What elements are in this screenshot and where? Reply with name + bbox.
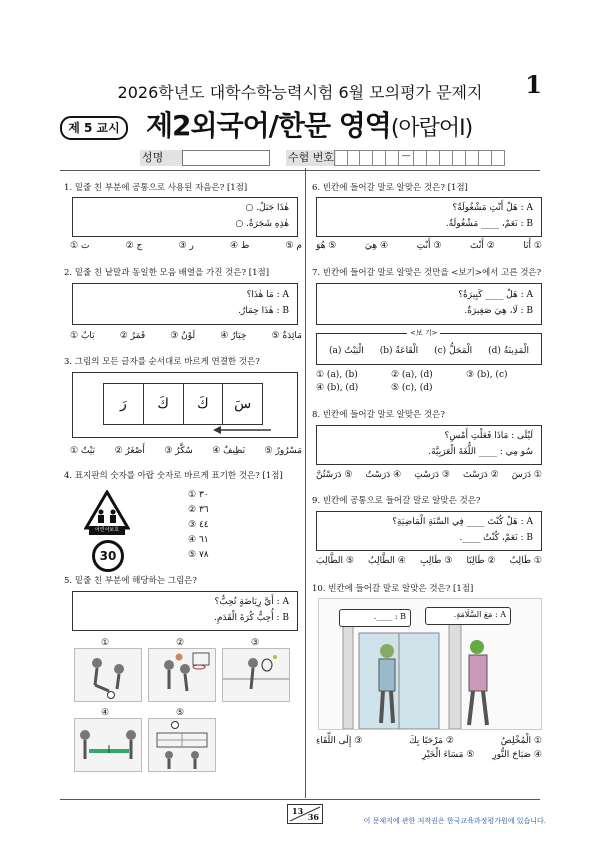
q6-line-1: A : هَلْ أَنْتِ مَشْغُولَةٌ؟ bbox=[452, 203, 533, 213]
page-total: 36 bbox=[307, 812, 319, 822]
q3-option-5[interactable]: ⑤ مَسْرُورٌ bbox=[264, 446, 302, 456]
q1-option-3[interactable]: ③ ر bbox=[178, 241, 194, 251]
q7-passage bbox=[316, 283, 542, 325]
q8-options bbox=[316, 470, 542, 480]
q8-option-1[interactable]: ① دَرَسَ bbox=[511, 470, 542, 480]
q2-passage bbox=[72, 283, 298, 325]
q3-prompt: 3. 그림의 모든 글자를 순서대로 바르게 연결한 것은? bbox=[64, 357, 260, 367]
header-rule bbox=[60, 170, 540, 171]
q7-option-3[interactable]: ③ (b), (c) bbox=[466, 370, 508, 380]
subject-sub: (아랍어Ⅰ) bbox=[390, 116, 473, 141]
basketball-illustration-icon bbox=[149, 649, 215, 701]
q5-fig-table-tennis[interactable] bbox=[74, 718, 142, 772]
q3-letter-4: رَ bbox=[104, 384, 144, 424]
q2-option-5[interactable]: ⑤ مَائِدَةٌ bbox=[271, 331, 302, 341]
table-tennis-illustration-icon bbox=[75, 719, 141, 771]
q5-line-1: A : أَيَّ رِيَاضَةٍ تُحِبُّ؟ bbox=[214, 597, 289, 607]
column-divider bbox=[305, 168, 306, 798]
q9-option-5[interactable]: ⑤ الطَّالِبَ bbox=[316, 556, 354, 566]
q1-line-2: هٰذِهِ شَجَرَةٌ. ○ bbox=[235, 219, 289, 229]
speech-bubble-a bbox=[425, 607, 511, 625]
q7-line-1: A : هَلْ ____ كَبِيرَةٌ؟ bbox=[458, 290, 533, 300]
exam-number-cell[interactable] bbox=[453, 150, 466, 166]
exam-number-cell[interactable] bbox=[347, 150, 360, 166]
q7-options-row-1 bbox=[316, 370, 540, 380]
arrow-left-icon bbox=[213, 425, 273, 435]
q8-line-2: سُو مِي : ____ اللُّغَةَ الْعَرَبِيَّةَ. bbox=[428, 447, 533, 457]
q7-option-5[interactable]: ⑤ (c), (d) bbox=[391, 383, 433, 393]
exam-number-cell[interactable] bbox=[414, 150, 427, 166]
q7-option-4[interactable]: ④ (b), (d) bbox=[316, 383, 359, 393]
q8-passage bbox=[316, 425, 542, 465]
q5-fig-label-3: ③ bbox=[251, 638, 260, 648]
q9-line-2: B : نَعَمْ، كُنْتُ ____. bbox=[459, 533, 533, 543]
q4-option-2[interactable]: ② ٣٦ bbox=[188, 505, 209, 515]
page-number: 1 bbox=[525, 70, 542, 99]
page-fraction bbox=[287, 804, 323, 824]
q3-option-2[interactable]: ② أَصْغَرُ bbox=[114, 446, 145, 456]
q7-option-1[interactable]: ① (a), (b) bbox=[316, 370, 358, 380]
q3-letter-2: كَ bbox=[184, 384, 224, 424]
q5-fig-label-2: ② bbox=[176, 638, 185, 648]
q6-options bbox=[316, 241, 542, 251]
volleyball-illustration-icon bbox=[149, 719, 215, 771]
q7-prompt: 7. 빈칸에 들어갈 말로 알맞은 것만을 <보기>에서 고른 것은? bbox=[312, 268, 542, 278]
exam-number-cell[interactable] bbox=[373, 150, 386, 166]
q9-option-1[interactable]: ① طَالِبٌ bbox=[509, 556, 542, 566]
q7-line-2: B : لَا، هِيَ صَغِيرَةٌ. bbox=[464, 306, 533, 316]
name-field[interactable] bbox=[182, 150, 270, 166]
q4-prompt: 4. 표지판의 숫자를 아랍 숫자로 바르게 표기한 것은? [1점] bbox=[64, 471, 283, 481]
q3-letter-1: سَ bbox=[234, 396, 252, 412]
q7-bogi-a: (a) الْبَيْتُ bbox=[329, 346, 364, 356]
q1-options bbox=[70, 241, 302, 251]
q2-line-2: B : هٰذَا حِمَارٌ. bbox=[238, 306, 289, 316]
exam-number-cell[interactable] bbox=[360, 150, 373, 166]
q4-option-3[interactable]: ③ ٤٤ bbox=[188, 520, 209, 530]
q5-passage bbox=[72, 591, 298, 631]
q5-fig-label-1: ① bbox=[101, 638, 110, 648]
q3-letter-strip bbox=[103, 383, 263, 425]
q8-line-1: لَيْلَى : مَاذَا فَعَلْتِ أَمْسِ؟ bbox=[444, 431, 533, 441]
q9-passage bbox=[316, 511, 542, 551]
bubble-b-text: B : ____. bbox=[373, 612, 406, 621]
bogi-label: <보 기> bbox=[407, 328, 440, 338]
q5-fig-soccer[interactable] bbox=[74, 648, 142, 702]
q9-prompt: 9. 빈칸에 공통으로 들어갈 말로 알맞은 것은? bbox=[312, 496, 481, 506]
q2-options bbox=[70, 331, 302, 341]
bubble-a-text: A : مَعَ السَّلَامَةِ. bbox=[453, 610, 506, 619]
exam-number-cell[interactable] bbox=[466, 150, 479, 166]
q5-fig-basketball[interactable] bbox=[148, 648, 216, 702]
q2-option-3[interactable]: ③ لَوْنٌ bbox=[170, 331, 196, 341]
q4-option-5[interactable]: ⑤ ٧٨ bbox=[188, 550, 209, 560]
name-label: 성명 bbox=[140, 150, 182, 166]
exam-number-dash: — bbox=[399, 150, 414, 166]
subject-main: 제2외국어/한문 영역 bbox=[146, 109, 391, 142]
q7-bogi-d: (d) الْمَدِينَةُ bbox=[488, 346, 529, 356]
exam-number-cell[interactable] bbox=[440, 150, 453, 166]
subject-title bbox=[146, 104, 472, 144]
q3-option-3[interactable]: ③ سُكَّرٌ bbox=[164, 446, 193, 456]
q3-letter-3: كَ bbox=[144, 384, 184, 424]
q9-line-1: A : هَلْ كُنْتَ ____ فِي السَّنَةِ الْمَاضِيَةِ؟ bbox=[392, 517, 533, 527]
q10-option-4[interactable]: ④ صَبَاحَ النُّورِ bbox=[492, 750, 542, 760]
q3-options bbox=[70, 446, 302, 456]
tennis-illustration-icon bbox=[223, 649, 289, 701]
q6-option-4[interactable]: ④ هِيَ bbox=[364, 241, 389, 251]
copyright-note: 이 문제지에 관한 저작권은 한국교육과정평가원에 있습니다. bbox=[363, 817, 546, 825]
q9-option-3[interactable]: ③ طَالِبِ bbox=[419, 556, 453, 566]
q5-line-2: B : أُحِبُّ كُرَةَ الْقَدَمِ. bbox=[214, 613, 289, 623]
q5-fig-label-4: ④ bbox=[101, 708, 110, 718]
q10-illustration bbox=[318, 598, 542, 730]
q1-option-4[interactable]: ④ ط bbox=[230, 241, 250, 251]
q9-option-2[interactable]: ② طَالِبًا bbox=[466, 556, 496, 566]
q1-prompt: 1. 밑줄 친 부분에 공통으로 사용된 자음은? [1점] bbox=[64, 183, 248, 193]
q10-option-3[interactable]: ③ إِلَى اللِّقَاءِ bbox=[316, 736, 363, 746]
q2-prompt: 2. 밑줄 친 낱말과 동일한 모음 배열을 가진 것은? [1점] bbox=[64, 268, 270, 278]
q3-option-1[interactable]: ① بَيْتٌ bbox=[70, 446, 95, 456]
exam-number-cell[interactable] bbox=[479, 150, 492, 166]
speed-limit-number: 30 bbox=[92, 540, 124, 572]
q10-options-row-2 bbox=[316, 750, 542, 760]
speech-bubble-b bbox=[339, 609, 411, 627]
q6-option-5[interactable]: ⑤ هُوَ bbox=[316, 241, 337, 251]
q7-bogi-box bbox=[316, 329, 542, 365]
q8-option-5[interactable]: ⑤ دَرَسْتُنَّ bbox=[316, 470, 353, 480]
q6-passage bbox=[316, 197, 542, 237]
q4-options bbox=[188, 488, 248, 563]
q10-prompt: 10. 빈칸에 들어갈 말로 알맞은 것은? [1점] bbox=[312, 584, 474, 594]
q10-option-2[interactable]: ② مَرْحَبًا بِكَ bbox=[409, 736, 454, 746]
q1-option-5[interactable]: ⑤ م bbox=[285, 241, 302, 251]
q2-option-4[interactable]: ④ خِيَارٌ bbox=[220, 331, 247, 341]
q1-passage bbox=[72, 197, 298, 237]
q6-prompt: 6. 빈칸에 들어갈 말로 알맞은 것은? [1점] bbox=[312, 183, 468, 193]
q8-option-2[interactable]: ② دَرَسْتَ bbox=[462, 470, 499, 480]
q7-bogi-b: (b) الْقَاعَةُ bbox=[379, 346, 419, 356]
q3-figure bbox=[72, 372, 298, 438]
q4-option-4[interactable]: ④ ٦١ bbox=[188, 535, 209, 545]
q2-option-1[interactable]: ① بَابٌ bbox=[70, 331, 95, 341]
q6-option-1[interactable]: ① أَنَا bbox=[523, 241, 542, 251]
school-zone-sign bbox=[84, 490, 130, 572]
q6-option-2[interactable]: ② أَنْتَ bbox=[469, 241, 495, 251]
q1-option-2[interactable]: ② ج bbox=[125, 241, 143, 251]
exam-title: 2026학년도 대학수학능력시험 6월 모의평가 문제지 bbox=[117, 83, 483, 102]
q7-bogi-items bbox=[329, 346, 529, 356]
q7-bogi-c: (c) الْمَحَلُّ bbox=[434, 346, 473, 356]
session-badge: 제 5 교시 bbox=[60, 116, 128, 140]
exam-number-label: 수험 번호 bbox=[288, 151, 335, 164]
q8-prompt: 8. 빈칸에 들어갈 말로 알맞은 것은? bbox=[312, 410, 445, 420]
exam-number-cell[interactable] bbox=[427, 150, 440, 166]
q5-fig-volleyball[interactable] bbox=[148, 718, 216, 772]
q7-option-2[interactable]: ② (a), (d) bbox=[391, 370, 433, 380]
q1-line-1: هٰذَا جَبَلٌ. ○ bbox=[245, 203, 289, 213]
q7-options-row-2 bbox=[316, 383, 540, 393]
q10-option-5[interactable]: ⑤ مَسَاءَ الْخَيْرِ bbox=[421, 750, 475, 760]
q6-line-2: B : نَعَمْ، ____ مَشْغُولَةٌ. bbox=[445, 219, 533, 229]
q7-options bbox=[316, 370, 540, 393]
q6-option-3[interactable]: ③ أَنْتِ bbox=[416, 241, 442, 251]
q2-option-2[interactable]: ② قَمَرٌ bbox=[119, 331, 146, 341]
q4-option-1[interactable]: ① ٣٠ bbox=[188, 490, 209, 500]
q1-option-1[interactable]: ① ت bbox=[70, 241, 90, 251]
q3-option-4[interactable]: ④ نَظِيفٌ bbox=[212, 446, 246, 456]
q9-options bbox=[316, 556, 542, 566]
q5-prompt: 5. 밑줄 친 부분에 해당하는 그림은? bbox=[64, 576, 197, 586]
q10-option-1[interactable]: ① الْمُخْلِصُ bbox=[500, 736, 542, 746]
exam-number-cell[interactable] bbox=[492, 150, 505, 166]
q5-fig-tennis[interactable] bbox=[222, 648, 290, 702]
sign-text: 어린이보호 bbox=[89, 526, 125, 535]
q8-option-3[interactable]: ③ دَرَسْتِ bbox=[414, 470, 450, 480]
q10-options bbox=[316, 736, 542, 760]
exam-number-cell[interactable] bbox=[334, 150, 348, 166]
page-index: 13 bbox=[292, 806, 304, 816]
q9-option-4[interactable]: ④ الطَّالِبُ bbox=[367, 556, 406, 566]
q10-options-row-1 bbox=[316, 736, 542, 746]
q8-option-4[interactable]: ④ دَرَسْتُ bbox=[365, 470, 402, 480]
footer-rule bbox=[60, 799, 540, 800]
q5-fig-label-5: ⑤ bbox=[176, 708, 185, 718]
exam-number-cell[interactable] bbox=[386, 150, 399, 166]
q2-line-1: A : مَا هٰذَا؟ bbox=[246, 290, 289, 300]
soccer-illustration-icon bbox=[75, 649, 141, 701]
triangle-sign-icon bbox=[84, 490, 130, 530]
